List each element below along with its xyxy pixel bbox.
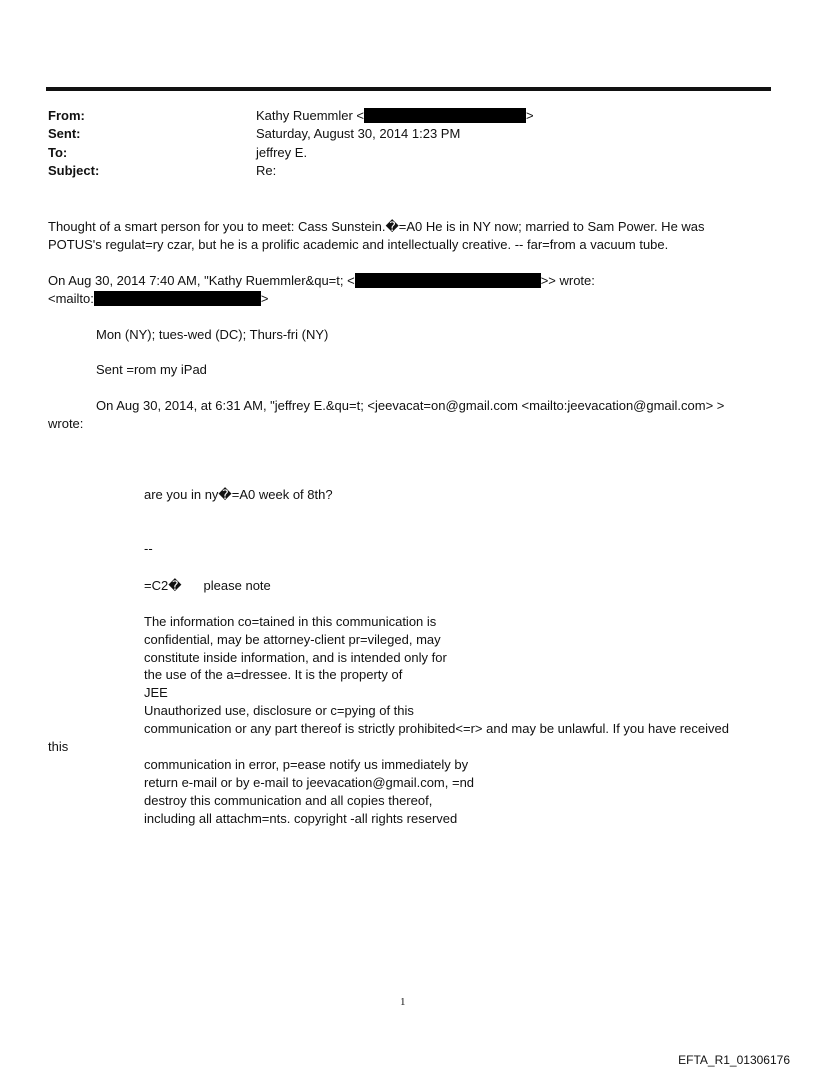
from-close: > bbox=[526, 108, 534, 123]
mailto-text: <mailto: bbox=[48, 291, 94, 306]
disclaimer-line: this bbox=[48, 739, 69, 754]
header-rule bbox=[46, 87, 771, 91]
subject-value: Re: bbox=[256, 163, 277, 178]
disclaimer-line: communication in error, p=ease notify us immediately by bbox=[144, 757, 469, 772]
body-line: Thought of a smart person for you to meet: Cass Sunstein.�=A0 He is in NY now; married to Sam Power. He was bbox=[48, 219, 705, 234]
mailto-text: > bbox=[260, 291, 269, 306]
quote-header-1 bbox=[48, 272, 595, 289]
page-number: 1 bbox=[400, 996, 406, 1008]
note-line bbox=[144, 577, 271, 594]
to-label: To: bbox=[48, 145, 68, 160]
quote-header-2: On Aug 30, 2014, at 6:31 AM, "jeffrey E.&qu=t; <jeevacat=on@gmail.com <mailto:jeevacation@gmail.com> > bbox=[96, 398, 725, 413]
disclaimer-line: JEE bbox=[144, 685, 168, 700]
disclaimer-line: The information co=tained in this communication is bbox=[144, 614, 437, 629]
quote-mailto bbox=[48, 290, 268, 307]
from-value bbox=[256, 108, 534, 123]
from-name: Kathy Ruemmler < bbox=[256, 108, 365, 123]
note-text: please note bbox=[203, 578, 271, 593]
sent-from-line: Sent =rom my iPad bbox=[96, 362, 207, 377]
sent-value: Saturday, August 30, 2014 1:23 PM bbox=[256, 126, 461, 141]
redaction-bar bbox=[355, 273, 541, 288]
disclaimer-line: communication or any part thereof is strictly prohibited<=r> and may be unlawful. If you have received bbox=[144, 721, 729, 736]
question-line: are you in ny�=A0 week of 8th? bbox=[144, 487, 333, 502]
redaction-bar bbox=[94, 291, 261, 306]
quote-header-2-wrote: wrote: bbox=[48, 416, 84, 431]
subject-label: Subject: bbox=[48, 163, 100, 178]
from-label: From: bbox=[48, 108, 85, 123]
quote-header-text: >> wrote: bbox=[540, 273, 595, 288]
disclaimer-line: Unauthorized use, disclosure or c=pying of this bbox=[144, 703, 414, 718]
to-value: jeffrey E. bbox=[256, 145, 308, 160]
schedule-line: Mon (NY); tues-wed (DC); Thurs-fri (NY) bbox=[96, 327, 329, 342]
redaction-bar bbox=[364, 108, 526, 123]
disclaimer-line: including all attachm=nts. copyright -all rights reserved bbox=[144, 811, 458, 826]
signature-dash: -- bbox=[144, 541, 153, 556]
disclaimer-line: destroy this communication and all copies thereof, bbox=[144, 793, 433, 808]
disclaimer-line: the use of the a=dressee. It is the property of bbox=[144, 667, 403, 682]
disclaimer-line: return e-mail or by e-mail to jeevacation@gmail.com, =nd bbox=[144, 775, 475, 790]
sent-label: Sent: bbox=[48, 126, 81, 141]
bates-number: EFTA_R1_01306176 bbox=[678, 1053, 790, 1067]
note-code: =C2� bbox=[144, 578, 182, 593]
body-line: POTUS's regulat=ry czar, but he is a prolific academic and intellectually creative. -- far=from a vacuum tube. bbox=[48, 237, 669, 252]
disclaimer-line: constitute inside information, and is intended only for bbox=[144, 650, 447, 665]
quote-header-text: On Aug 30, 2014 7:40 AM, "Kathy Ruemmler&qu=t; < bbox=[48, 273, 355, 288]
disclaimer-line: confidential, may be attorney-client pr=vileged, may bbox=[144, 632, 441, 647]
